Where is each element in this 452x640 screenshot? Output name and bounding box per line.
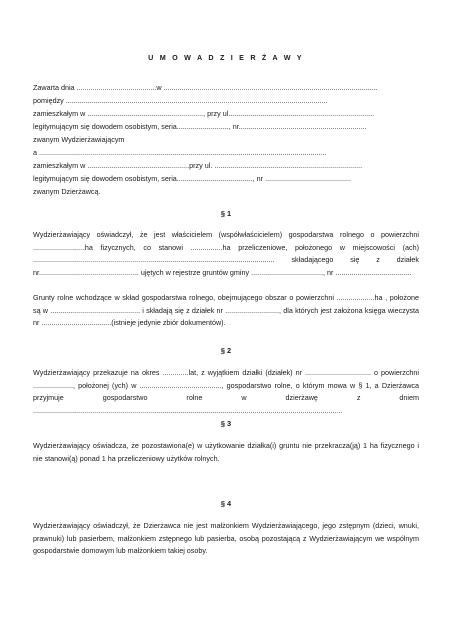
intro-line-role-2: zwanym Dzierżawcą. — [33, 187, 101, 196]
intro-line-party-2: a ................................................................................................................................................ — [33, 148, 327, 157]
intro-line-role-1: zwanym Wydzierżawiającym — [33, 135, 125, 144]
intro-line-address-2: zamieszkałym w ...................................................przy ul. .......................................................................... — [33, 161, 363, 170]
intro-line-between: pomiędzy ................................................................................................................................... — [33, 96, 328, 105]
intro-line-date: Zawarta dnia ........................................w ........................................................................................................... — [33, 83, 378, 92]
section-2-heading: § 2 — [220, 346, 232, 355]
section-3-heading: § 3 — [220, 419, 232, 428]
section-3-paragraph-1: Wydzierżawiający oświadcza, że pozostawiona(e) w użytkowanie działka(i) gruntu nie przekracza(ją) 1 ha fizycznego i nie stanowi(ą) ponad 1 ha przeliczeniowy użytków rolnych. — [33, 441, 419, 463]
intro-line-address-1: zamieszkałym w .........................................................., przy ul......................................................................... — [33, 109, 375, 118]
section-4-paragraph-1: Wydzierżawiający oświadczył, że Dzierżawca nie jest małżonkiem Wydzierżawiającego, jego zstępnym (dzieci, wnuki, prawnuki) lub pasierbem, małżonkiem zstępnego lub pasierba, osobą pozostającą z Wydzierżawiającym we wspólnym gospodarstwie domowym lub małżonkiem takiej osoby. — [33, 521, 419, 556]
section-4-heading: § 4 — [220, 499, 232, 508]
section-2-paragraph-1: Wydzierżawiający przekazuje na okres .............lat, z wyjątkiem działki (działek) nr ................................. o powierzchni ...................., położonej (ych) w ........................................., gospodarstwo rolne, o którym mowa w § 1, a Dzierżawca przyjmuje gospodarstwo rolne w dzierżawę z dniem ........................................................................................................................................................... — [33, 368, 419, 415]
intro-line-id-2: legitymującym się dowodem osobistym, seria......................................, nr ........................................... — [33, 174, 351, 183]
document-title: U M O W A D Z I E R Ż A W Y — [148, 53, 304, 62]
intro-line-id-1: legitymującym się dowodem osobistym, seria.........................., nr................................................................ — [33, 122, 367, 131]
section-1-paragraph-2: Grunty rolne wchodzące w skład gospodarstwa rolnego, obejmującego obszar o powierzchni ...................ha , położone są w ............................................. i składają się z działek nr ..........................., dla których jest założona księga wieczysta nr ...................................(istnieje jedynie zbiór dokumentów). — [33, 293, 419, 328]
section-1-paragraph-1: Wydzierżawiający oświadczył, że jest właścicielem (współwłaścicielem) gospodarstwa rolnego o powierzchni ..........................ha fizycznych, co stanowi ................ha przeliczeniowe, położonego w miejscowości (ach) ......................................................................................................................... składającego się z działek nr.................................................. ujętych w rejestrze gruntów gminy ...................................., nr ...................................... — [33, 230, 419, 277]
section-1-heading: § 1 — [220, 209, 232, 218]
